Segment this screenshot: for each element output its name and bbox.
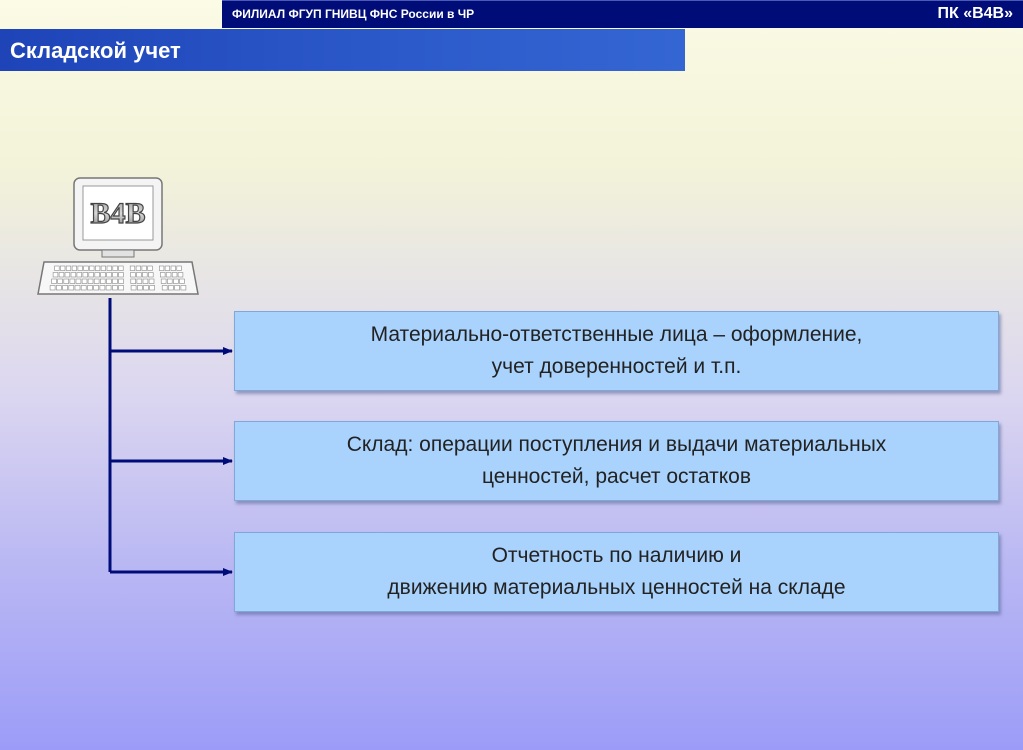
- product-label: ПК «В4В»: [937, 5, 1013, 22]
- keyboard-key: [149, 279, 154, 284]
- keyboard-key: [131, 273, 136, 278]
- keyboard-key: [84, 266, 89, 271]
- page-title: Складской учет: [10, 38, 181, 63]
- keyboard-key: [131, 279, 136, 284]
- keyboard-key: [143, 279, 148, 284]
- box-text-line: учет доверенностей и т.п.: [491, 355, 742, 378]
- keyboard-key: [130, 266, 135, 271]
- box-text-line: Склад: операции поступления и выдачи материальных: [346, 433, 887, 456]
- keyboard-key: [94, 286, 99, 291]
- keyboard-key: [172, 273, 177, 278]
- keyboard-key: [94, 279, 99, 284]
- keyboard-key: [148, 266, 153, 271]
- keyboard-key: [101, 273, 106, 278]
- keyboard-key: [142, 266, 147, 271]
- keyboard-key: [71, 273, 76, 278]
- keyboard-key: [175, 286, 180, 291]
- keyboard-key: [90, 266, 95, 271]
- keyboard-key: [66, 266, 71, 271]
- logo-text: B4B: [90, 197, 146, 230]
- monitor-stand: [102, 250, 134, 257]
- keyboard-key: [82, 279, 87, 284]
- keyboard-key: [119, 266, 124, 271]
- keyboard-key: [95, 266, 100, 271]
- keyboard-key: [75, 286, 80, 291]
- organization-label: ФИЛИАЛ ФГУП ГНИВЦ ФНС России в ЧР: [232, 7, 475, 21]
- keyboard-key: [78, 266, 83, 271]
- keyboard-key: [69, 286, 74, 291]
- keyboard-key: [180, 279, 185, 284]
- keyboard-key: [137, 286, 142, 291]
- keyboard-key: [101, 266, 106, 271]
- computer-icon: [36, 176, 200, 300]
- keyboard-key: [72, 266, 77, 271]
- keyboard-key: [159, 266, 164, 271]
- keyboard-key: [119, 279, 124, 284]
- keyboard-key: [88, 286, 93, 291]
- keyboard-key: [60, 266, 65, 271]
- keyboard-key: [119, 286, 124, 291]
- keyboard-key: [171, 266, 176, 271]
- keyboard-key: [168, 286, 173, 291]
- keyboard-key: [70, 279, 75, 284]
- keyboard-key: [177, 266, 182, 271]
- keyboard-key: [150, 286, 155, 291]
- box-text-line: Материально-ответственные лица – оформление,: [370, 323, 863, 346]
- keyboard-key: [55, 266, 60, 271]
- keyboard-key: [136, 266, 141, 271]
- keyboard-key: [63, 286, 68, 291]
- keyboard-key: [65, 273, 70, 278]
- keyboard-key: [173, 279, 178, 284]
- keyboard-key: [167, 279, 172, 284]
- keyboard-key: [166, 273, 171, 278]
- keyboard-key: [144, 286, 149, 291]
- keyboard-key: [142, 273, 147, 278]
- keyboard-key: [100, 279, 105, 284]
- keyboard-key: [81, 286, 86, 291]
- keyboard-key: [107, 273, 112, 278]
- keyboard-key: [160, 273, 165, 278]
- box-text-line: ценностей, расчет остатков: [482, 465, 751, 488]
- keyboard-key: [88, 279, 93, 284]
- keyboard-key: [131, 286, 136, 291]
- process-box-responsible-persons: [234, 311, 999, 391]
- keyboard-key: [113, 273, 118, 278]
- keyboard-key: [113, 266, 118, 271]
- keyboard-key: [113, 279, 118, 284]
- process-box-warehouse-operations: [234, 421, 999, 501]
- keyboard-key: [56, 286, 61, 291]
- box-text-line: Отчетность по наличию и: [491, 544, 742, 567]
- keyboard-key: [106, 279, 111, 284]
- keyboard-key: [137, 273, 142, 278]
- keyboard-key: [106, 286, 111, 291]
- keyboard-key: [59, 273, 64, 278]
- keyboard-key: [148, 273, 153, 278]
- keyboard-key: [112, 286, 117, 291]
- keyboard-key: [50, 286, 55, 291]
- keyboard-key: [100, 286, 105, 291]
- keyboard-key: [83, 273, 88, 278]
- keyboard-key: [165, 266, 170, 271]
- keyboard-key: [178, 273, 183, 278]
- title-bar: [0, 29, 685, 71]
- keyboard-key: [77, 273, 82, 278]
- keyboard-key: [52, 279, 57, 284]
- process-box-reporting: [234, 532, 999, 612]
- keyboard-key: [162, 286, 167, 291]
- keyboard-key: [107, 266, 112, 271]
- keyboard-key: [89, 273, 94, 278]
- keyboard-key: [181, 286, 186, 291]
- header-bar: [222, 0, 1023, 28]
- keyboard-key: [58, 279, 63, 284]
- keyboard-key: [119, 273, 124, 278]
- keyboard-key: [95, 273, 100, 278]
- keyboard-key: [161, 279, 166, 284]
- keyboard-key: [64, 279, 69, 284]
- keyboard-key: [137, 279, 142, 284]
- keyboard-key: [53, 273, 58, 278]
- keyboard-key: [76, 279, 81, 284]
- box-text-line: движению материальных ценностей на складе: [387, 576, 846, 599]
